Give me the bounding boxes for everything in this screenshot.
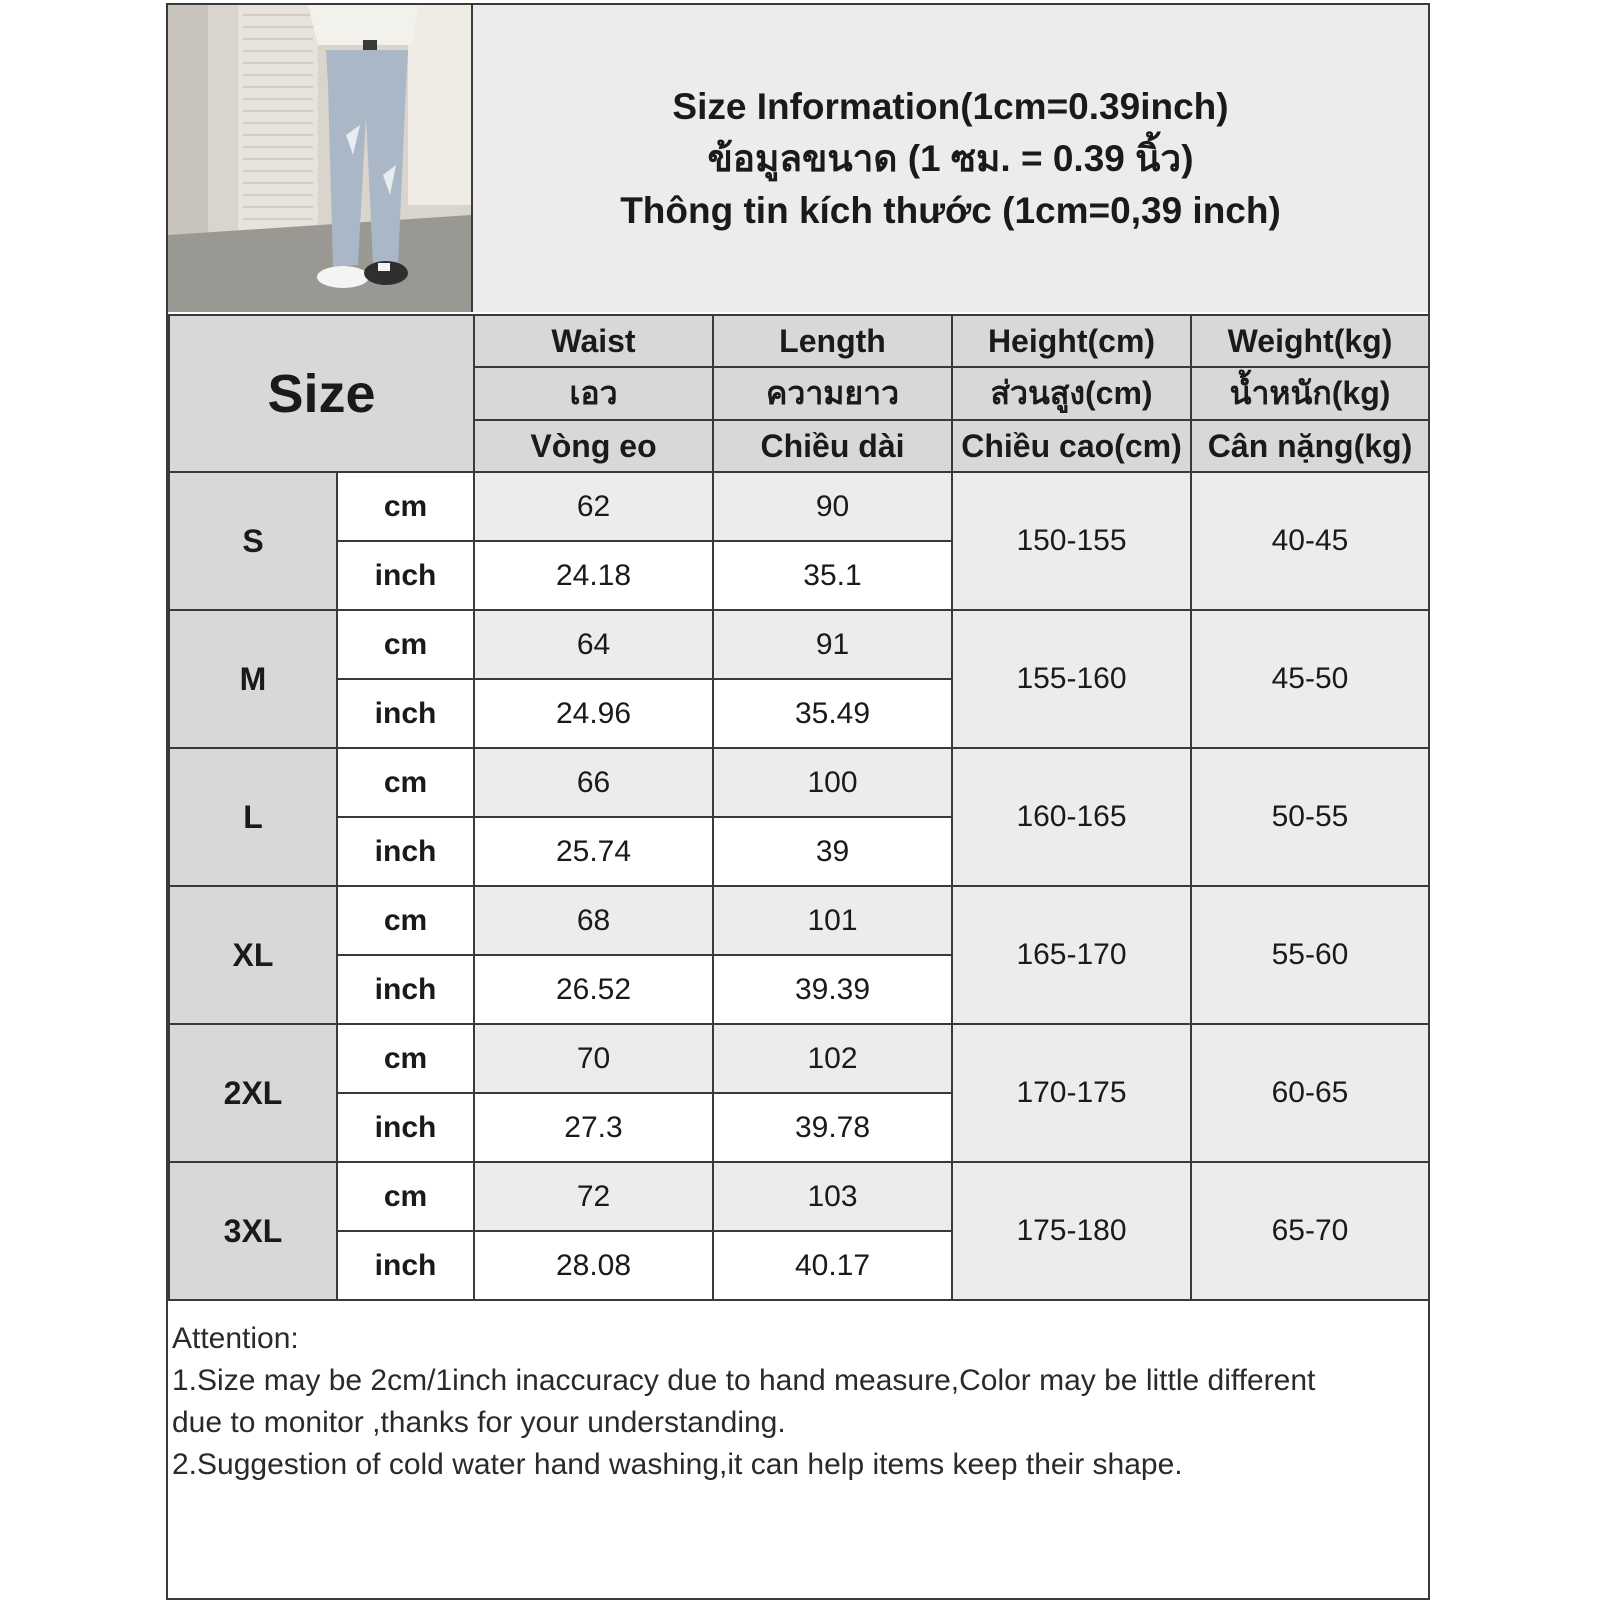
- table-row: [169, 472, 1429, 541]
- waist-cm: 70: [474, 1024, 713, 1093]
- unit-cm: cm: [337, 1162, 474, 1231]
- col-weight-en: Weight(kg): [1191, 315, 1429, 367]
- weight-range: 65-70: [1191, 1162, 1429, 1300]
- length-inch: 39.78: [713, 1093, 952, 1162]
- waist-cm: 62: [474, 472, 713, 541]
- length-inch: 39: [713, 817, 952, 886]
- height-range: 175-180: [952, 1162, 1191, 1300]
- attention-line-2: due to monitor ,thanks for your understanding.: [172, 1406, 786, 1439]
- size-label: XL: [169, 886, 337, 1024]
- unit-cm: cm: [337, 748, 474, 817]
- unit-inch: inch: [337, 817, 474, 886]
- size-table: [168, 314, 1430, 1301]
- height-range: 165-170: [952, 886, 1191, 1024]
- waist-inch: 27.3: [474, 1093, 713, 1162]
- col-length-vi: Chiều dài: [713, 420, 952, 472]
- waist-inch: 25.74: [474, 817, 713, 886]
- unit-inch: inch: [337, 955, 474, 1024]
- table-row: [169, 610, 1429, 679]
- title-block: [473, 5, 1428, 312]
- col-height-th: ส่วนสูง(cm): [952, 367, 1191, 420]
- unit-inch: inch: [337, 1231, 474, 1300]
- size-label: 2XL: [169, 1024, 337, 1162]
- unit-cm: cm: [337, 886, 474, 955]
- size-chart-sheet: [166, 3, 1430, 1600]
- waist-inch: 26.52: [474, 955, 713, 1024]
- title-thai: ข้อมูลขนาด (1 ซม. = 0.39 นิ้ว): [707, 138, 1194, 179]
- waist-cm: 66: [474, 748, 713, 817]
- attention-notes: [172, 1318, 1422, 1486]
- weight-range: 55-60: [1191, 886, 1429, 1024]
- title-english: Size Information(1cm=0.39inch): [672, 86, 1229, 127]
- table-row: [169, 1024, 1429, 1093]
- length-inch: 35.49: [713, 679, 952, 748]
- length-cm: 100: [713, 748, 952, 817]
- unit-cm: cm: [337, 610, 474, 679]
- height-range: 155-160: [952, 610, 1191, 748]
- unit-inch: inch: [337, 1093, 474, 1162]
- length-inch: 35.1: [713, 541, 952, 610]
- col-waist-th: เอว: [474, 367, 713, 420]
- waist-cm: 68: [474, 886, 713, 955]
- height-range: 170-175: [952, 1024, 1191, 1162]
- attention-line-3: 2.Suggestion of cold water hand washing,it can help items keep their shape.: [172, 1448, 1183, 1481]
- unit-cm: cm: [337, 1024, 474, 1093]
- size-label: S: [169, 472, 337, 610]
- unit-inch: inch: [337, 541, 474, 610]
- table-row: [169, 748, 1429, 817]
- col-height-en: Height(cm): [952, 315, 1191, 367]
- attention-heading: Attention:: [172, 1322, 299, 1355]
- weight-range: 40-45: [1191, 472, 1429, 610]
- size-label: M: [169, 610, 337, 748]
- height-range: 160-165: [952, 748, 1191, 886]
- size-label: 3XL: [169, 1162, 337, 1300]
- col-waist-en: Waist: [474, 315, 713, 367]
- unit-inch: inch: [337, 679, 474, 748]
- table-row: [169, 1162, 1429, 1231]
- length-inch: 40.17: [713, 1231, 952, 1300]
- title-vietnamese: Thông tin kích thước (1cm=0,39 inch): [620, 190, 1281, 231]
- size-label: L: [169, 748, 337, 886]
- col-length-en: Length: [713, 315, 952, 367]
- length-cm: 91: [713, 610, 952, 679]
- weight-range: 60-65: [1191, 1024, 1429, 1162]
- length-cm: 103: [713, 1162, 952, 1231]
- length-cm: 101: [713, 886, 952, 955]
- size-header: Size: [169, 315, 474, 472]
- waist-inch: 24.18: [474, 541, 713, 610]
- waist-cm: 64: [474, 610, 713, 679]
- waist-inch: 24.96: [474, 679, 713, 748]
- waist-cm: 72: [474, 1162, 713, 1231]
- weight-range: 45-50: [1191, 610, 1429, 748]
- col-height-vi: Chiều cao(cm): [952, 420, 1191, 472]
- length-cm: 90: [713, 472, 952, 541]
- table-row: [169, 886, 1429, 955]
- weight-range: 50-55: [1191, 748, 1429, 886]
- col-waist-vi: Vòng eo: [474, 420, 713, 472]
- height-range: 150-155: [952, 472, 1191, 610]
- col-weight-vi: Cân nặng(kg): [1191, 420, 1429, 472]
- waist-inch: 28.08: [474, 1231, 713, 1300]
- length-cm: 102: [713, 1024, 952, 1093]
- product-photo: [168, 5, 473, 312]
- attention-line-1: 1.Size may be 2cm/1inch inaccuracy due to hand measure,Color may be little different: [172, 1364, 1316, 1397]
- col-weight-th: น้ำหนัก(kg): [1191, 367, 1429, 420]
- unit-cm: cm: [337, 472, 474, 541]
- model-in-jeans-photo-icon: [168, 5, 471, 312]
- length-inch: 39.39: [713, 955, 952, 1024]
- col-length-th: ความยาว: [713, 367, 952, 420]
- header-section: [168, 5, 1428, 316]
